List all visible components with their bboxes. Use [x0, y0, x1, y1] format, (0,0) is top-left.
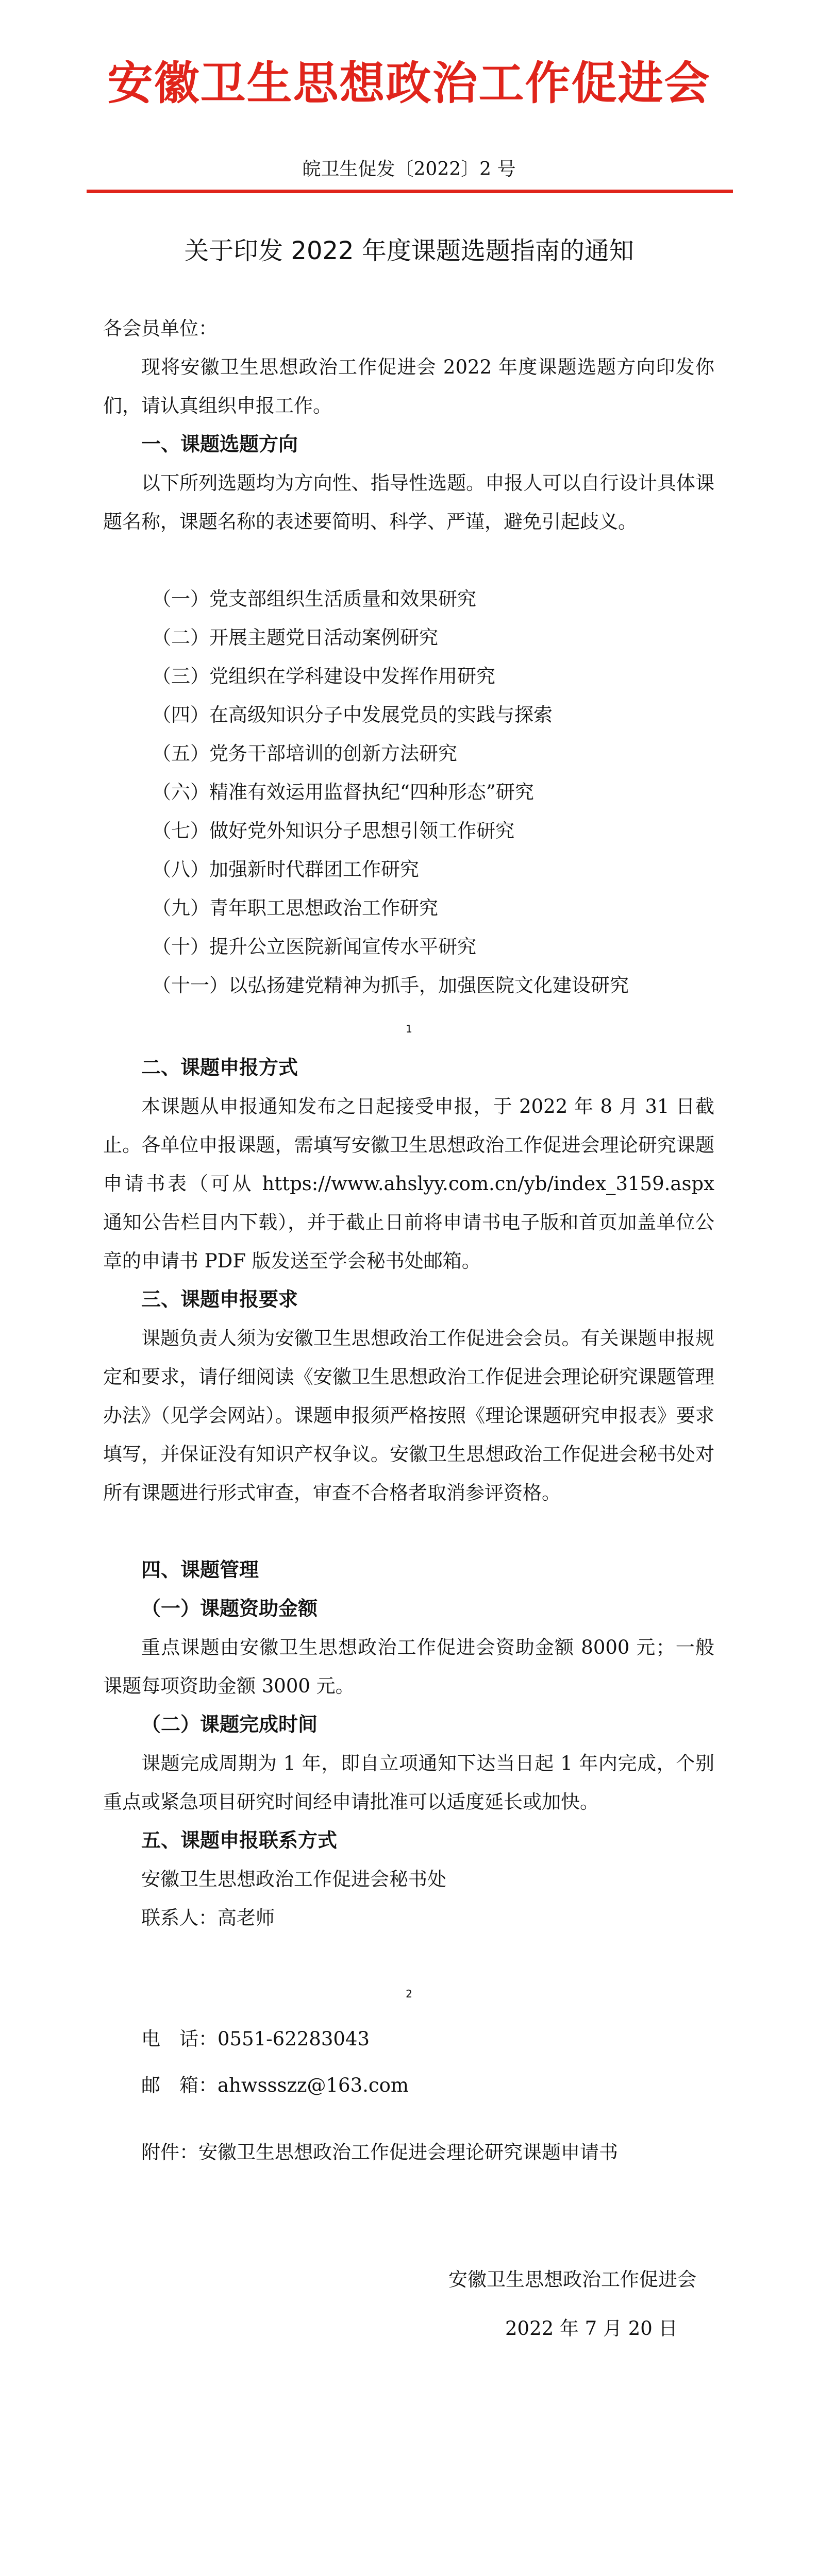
section4-sub1-heading: （一）课题资助金额 [141, 1597, 318, 1620]
secretariat-line: 安徽卫生思想政治工作促进会秘书处 [141, 1868, 446, 1890]
attachment-line: 附件：安徽卫生思想政治工作促进会理论研究课题申请书 [141, 2141, 618, 2163]
page-number-2: 2 [406, 1988, 412, 2000]
topic-item: （三）党组织在学科建设中发挥作用研究 [152, 665, 495, 687]
topic-item: （五）党务干部培训的创新方法研究 [152, 742, 457, 765]
signature-date: 2022 年 7 月 20 日 [505, 2317, 678, 2340]
section2-heading: 二、课题申报方式 [141, 1056, 298, 1079]
document-number: 皖卫生促发〔2022〕2 号 [302, 159, 516, 180]
signature-organization: 安徽卫生思想政治工作促进会 [448, 2268, 696, 2291]
topic-item: （八）加强新时代群团工作研究 [152, 858, 419, 880]
section4-sub1-text: 重点课题由安徽卫生思想政治工作促进会资助金额 8000 元；一般课题每项资助金额 3000 元。 [103, 1636, 714, 1697]
page-number-1: 1 [406, 1023, 412, 1035]
topic-item: （十）提升公立医院新闻宣传水平研究 [152, 936, 476, 958]
topic-item: （四）在高级知识分子中发展党员的实践与探索 [152, 704, 553, 726]
section3-text: 课题负责人须为安徽卫生思想政治工作促进会会员。有关课题申报规定和要求，请仔细阅读《安徽卫生思想政治工作促进会理论研究课题管理办法》（见学会网站）。课题申报须严格按照《理论课题研究申报表》要求填写，并保证没有知识产权争议。安徽卫生思想政治工作促进会秘书处对所有课题进行形式审查，审查不合格者取消参评资格。 [103, 1327, 714, 1504]
section4-heading: 四、课题管理 [141, 1558, 259, 1581]
phone-line: 电 话：0551-62283043 [141, 2028, 370, 2050]
red-divider [87, 190, 733, 193]
section4-sub2-text: 课题完成周期为 1 年，即自立项通知下达当日起 1 年内完成，个别重点或紧急项目研究时间经申请批准可以适度延长或加快。 [103, 1752, 714, 1813]
topic-item: （十一）以弘扬建党精神为抓手，加强医院文化建设研究 [152, 974, 629, 996]
salutation: 各会员单位： [103, 317, 218, 340]
section5-heading: 五、课题申报联系方式 [141, 1829, 338, 1852]
notice-title: 关于印发 2022 年度课题选题指南的通知 [184, 236, 634, 265]
email-line: 邮 箱：ahwssszz@163.com [141, 2074, 409, 2096]
contact-person-line: 联系人：高老师 [141, 1907, 275, 1929]
topic-item: （一）党支部组织生活质量和效果研究 [152, 588, 476, 610]
topic-item: （六）精准有效运用监督执纪“四种形态”研究 [152, 781, 534, 803]
intro-paragraph: 现将安徽卫生思想政治工作促进会 2022 年度课题选题方向印发你们，请认真组织申报工作。 [103, 356, 714, 417]
org-title: 安徽卫生思想政治工作促进会 [107, 57, 711, 110]
topic-item: （七）做好党外知识分子思想引领工作研究 [152, 820, 514, 842]
section1-text: 以下所列选题均为方向性、指导性选题。申报人可以自行设计具体课题名称，课题名称的表述要简明、科学、严谨，避免引起歧义。 [103, 472, 714, 533]
section2-text: 本课题从申报通知发布之日起接受申报，于 2022 年 8 月 31 日截止。各单位申报课题，需填写安徽卫生思想政治工作促进会理论研究课题申请书表（可从 https://www.ahslyy.com.cn/yb/index_3159.aspx 通知公告栏目内下载），并于截止日前将申请书电子版和首页加盖单位公章的申请书 PDF 版发送至学会秘书处邮箱。 [103, 1095, 714, 1272]
section1-heading: 一、课题选题方向 [141, 433, 298, 455]
topic-item: （二）开展主题党日活动案例研究 [152, 626, 438, 649]
section4-sub2-heading: （二）课题完成时间 [141, 1713, 318, 1736]
section3-heading: 三、课题申报要求 [141, 1288, 298, 1311]
topic-item: （九）青年职工思想政治工作研究 [152, 897, 438, 919]
